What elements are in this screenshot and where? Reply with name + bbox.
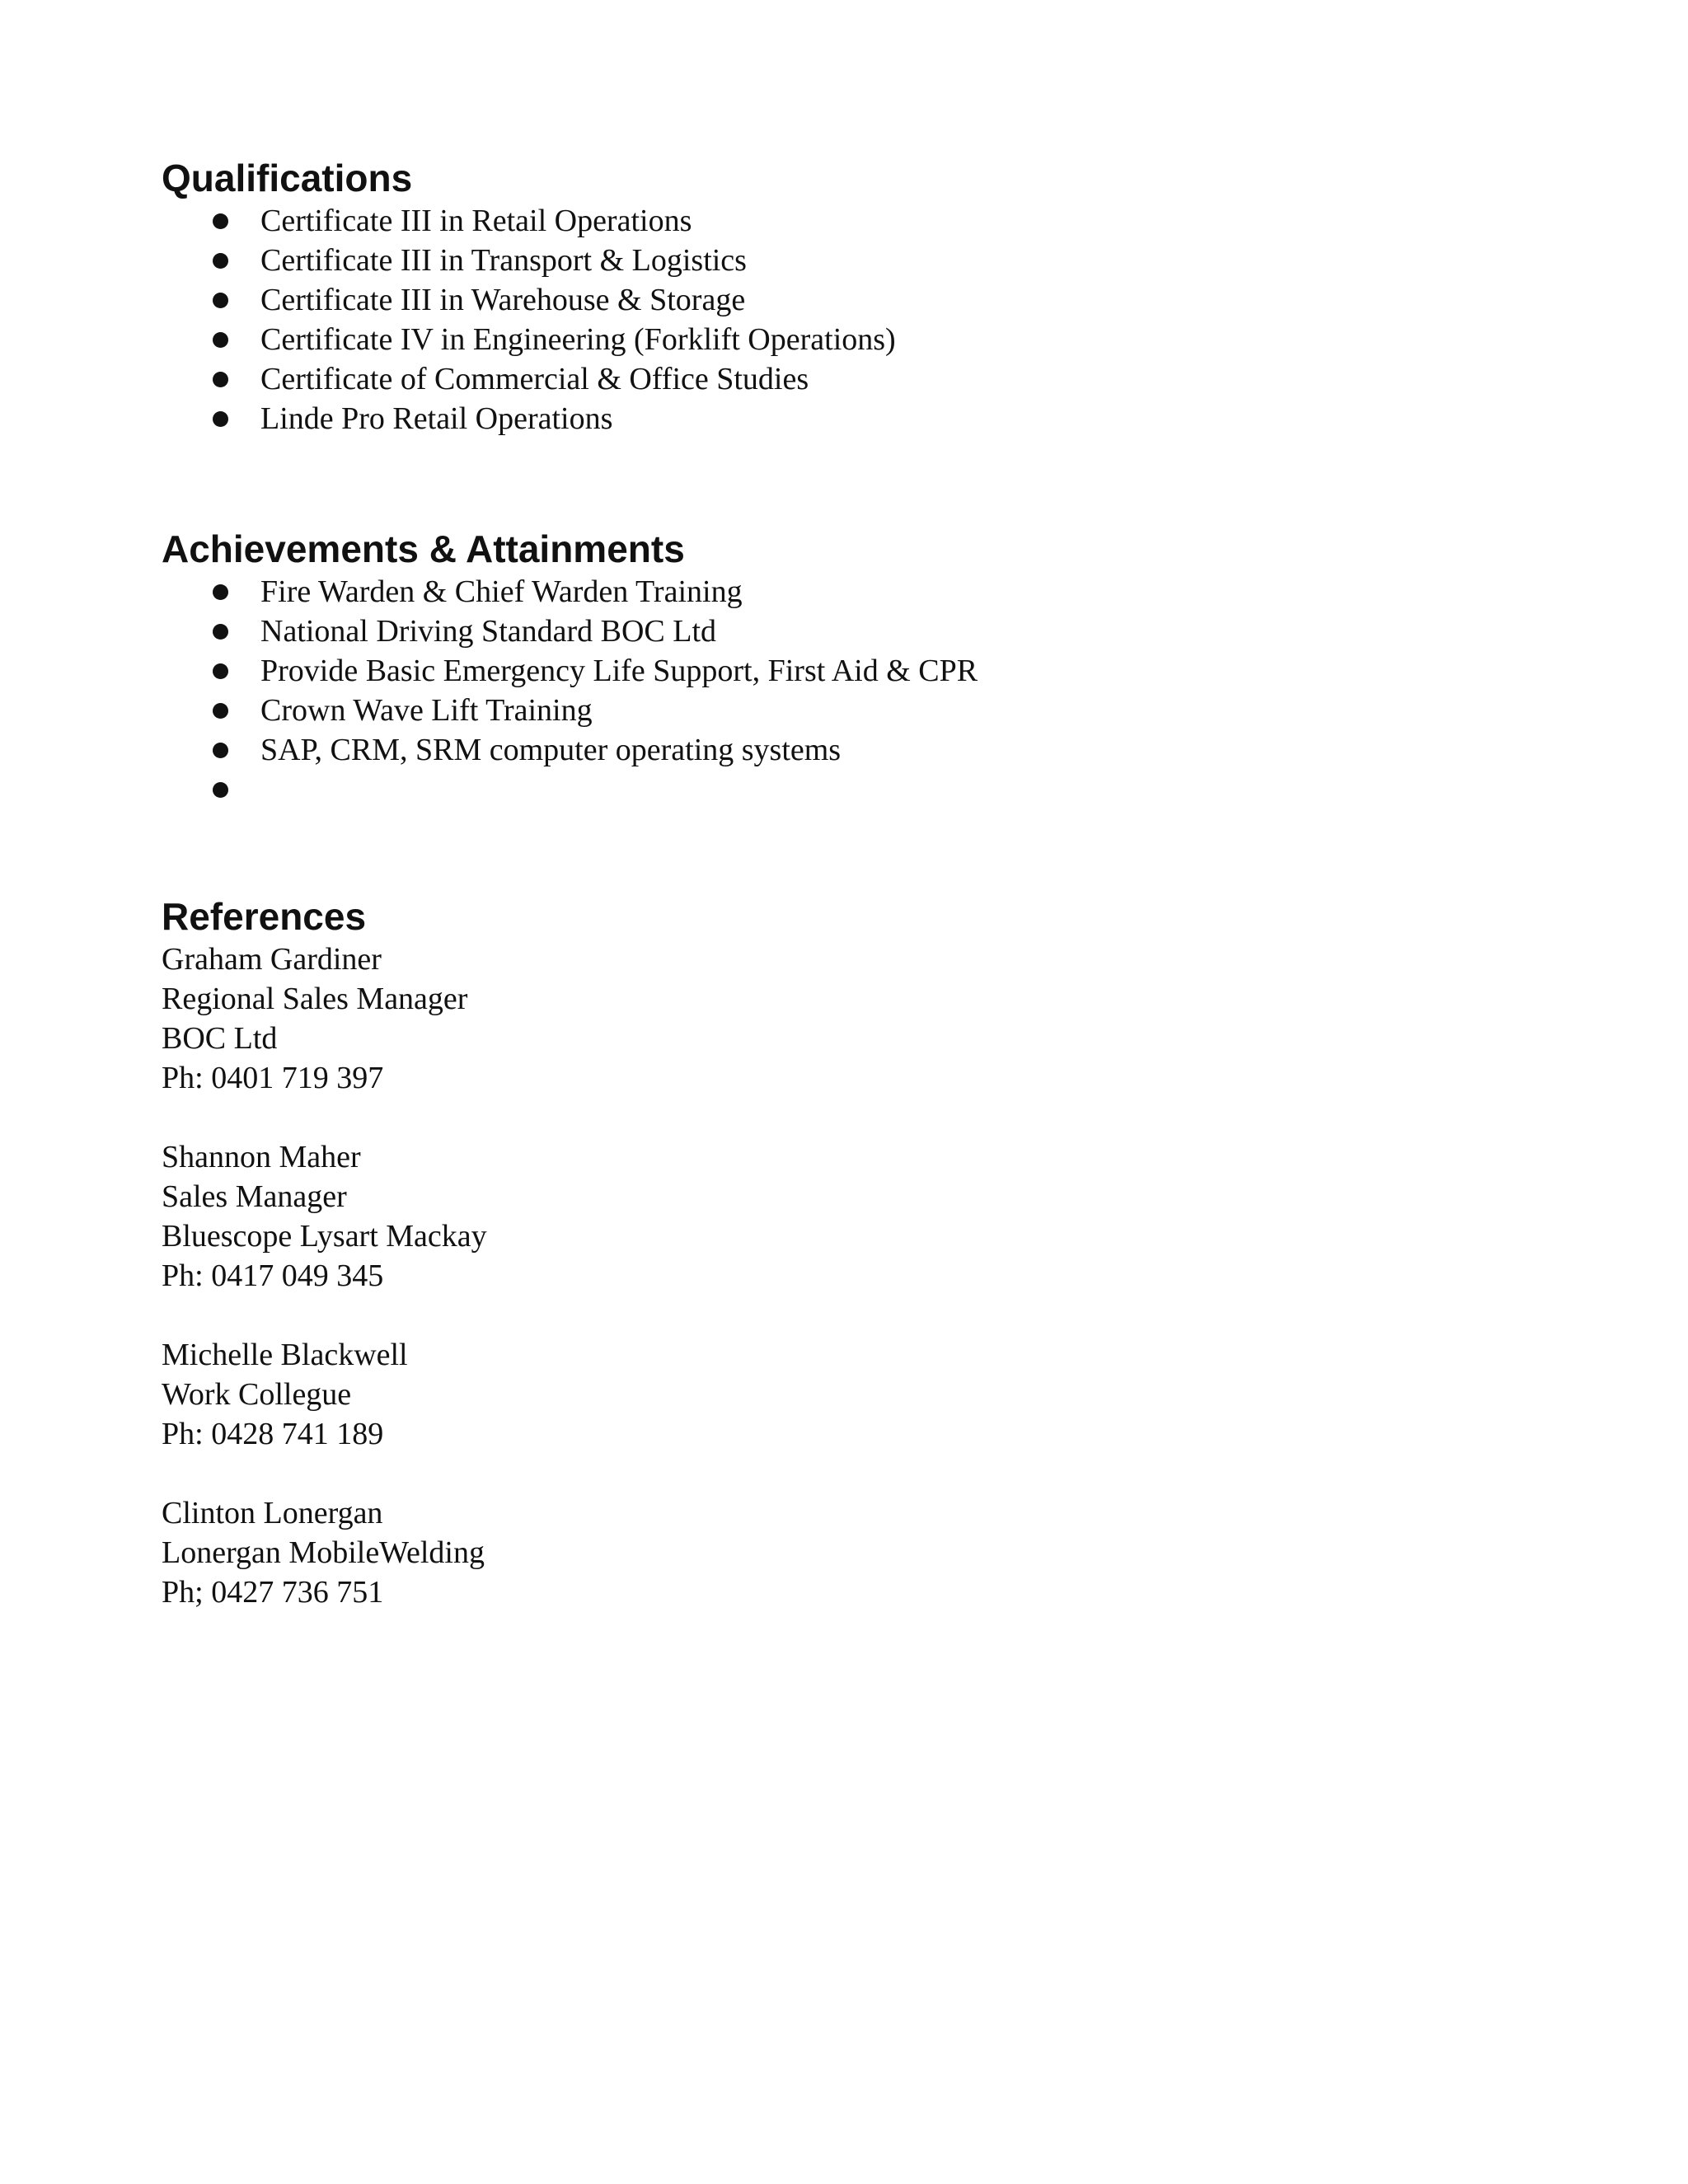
- qualification-text: Certificate of Commercial & Office Studies: [260, 362, 809, 396]
- list-item: [162, 280, 896, 320]
- reference-entry: [162, 940, 487, 1098]
- references-section: [162, 893, 487, 1652]
- bullet-icon: [213, 584, 228, 600]
- list-item: [162, 730, 978, 770]
- reference-phone: Ph; 0427 736 751: [162, 1575, 384, 1610]
- reference-name: Michelle Blackwell: [162, 1338, 408, 1372]
- list-item: [162, 691, 978, 730]
- bullet-icon: [213, 372, 228, 387]
- reference-role: Regional Sales Manager: [162, 982, 468, 1016]
- bullet-icon: [213, 332, 228, 348]
- bullet-icon: [213, 782, 228, 798]
- list-item: [162, 359, 896, 399]
- qualifications-section: [162, 155, 896, 438]
- reference-name: Graham Gardiner: [162, 942, 382, 977]
- achievements-list: [162, 572, 978, 809]
- bullet-icon: [213, 253, 228, 269]
- reference-company: BOC Ltd: [162, 1021, 278, 1056]
- achievement-text: Crown Wave Lift Training: [260, 693, 593, 728]
- bullet-icon: [213, 213, 228, 229]
- list-item: [162, 320, 896, 359]
- reference-entry: [162, 1137, 487, 1296]
- qualification-text: Certificate III in Transport & Logistics: [260, 243, 747, 278]
- reference-name: Shannon Maher: [162, 1140, 361, 1174]
- list-item: [162, 612, 978, 651]
- achievement-text: National Driving Standard BOC Ltd: [260, 614, 717, 649]
- list-item: [162, 770, 978, 809]
- references-heading: References: [162, 895, 367, 938]
- list-item: [162, 572, 978, 612]
- list-item: [162, 651, 978, 691]
- reference-company: Bluescope Lysart Mackay: [162, 1219, 487, 1254]
- qualification-text: Certificate III in Warehouse & Storage: [260, 283, 746, 317]
- list-item: [162, 241, 896, 280]
- bullet-icon: [213, 743, 228, 758]
- reference-phone: Ph: 0401 719 397: [162, 1061, 384, 1095]
- achievement-text: Provide Basic Emergency Life Support, First Aid & CPR: [260, 654, 978, 688]
- qualifications-heading: Qualifications: [162, 157, 413, 199]
- reference-company: Lonergan MobileWelding: [162, 1535, 485, 1570]
- reference-phone: Ph: 0428 741 189: [162, 1417, 384, 1451]
- reference-entry: [162, 1335, 487, 1454]
- bullet-icon: [213, 293, 228, 308]
- achievements-heading: Achievements & Attainments: [162, 527, 685, 570]
- bullet-icon: [213, 411, 228, 427]
- reference-entry: [162, 1493, 487, 1612]
- list-item: [162, 399, 896, 438]
- qualification-text: Certificate IV in Engineering (Forklift Operations): [260, 322, 896, 357]
- reference-phone: Ph: 0417 049 345: [162, 1258, 384, 1293]
- qualification-text: Linde Pro Retail Operations: [260, 401, 613, 436]
- reference-name: Clinton Lonergan: [162, 1496, 383, 1530]
- reference-company: Work Collegue: [162, 1377, 352, 1412]
- bullet-icon: [213, 663, 228, 679]
- bullet-icon: [213, 703, 228, 719]
- achievements-section: [162, 526, 978, 809]
- bullet-icon: [213, 624, 228, 640]
- achievement-text: SAP, CRM, SRM computer operating systems: [260, 733, 842, 767]
- qualifications-list: [162, 201, 896, 438]
- list-item: [162, 201, 896, 241]
- reference-role: Sales Manager: [162, 1179, 347, 1214]
- achievement-text: Fire Warden & Chief Warden Training: [260, 574, 743, 609]
- qualification-text: Certificate III in Retail Operations: [260, 204, 692, 238]
